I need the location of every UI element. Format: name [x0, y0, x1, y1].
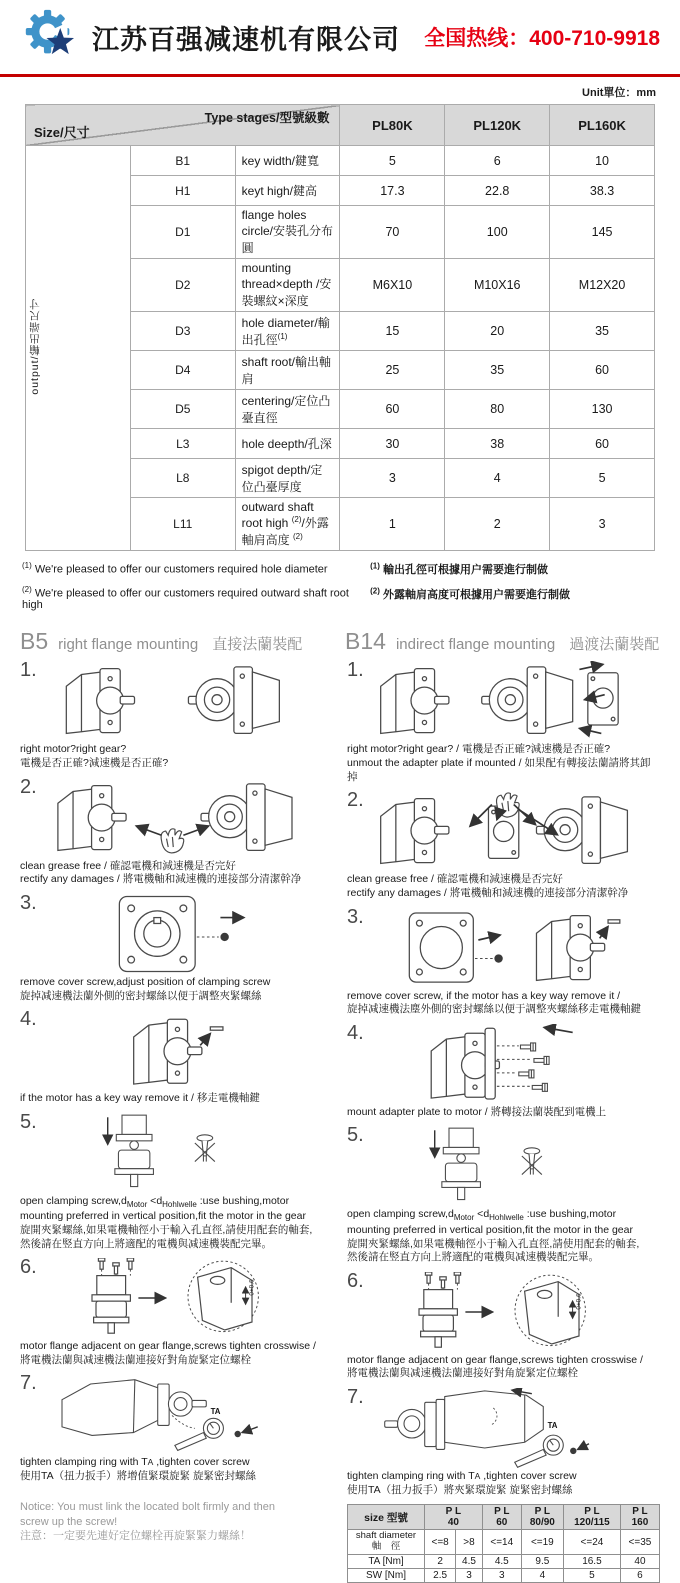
step [347, 905, 660, 1017]
dim-value: 130 [550, 390, 655, 429]
dim-code: D5 [130, 390, 235, 429]
notice-en-line1: Notice: You must link the located bolt firmly and then [20, 1500, 275, 1513]
dim-value: 30 [340, 429, 445, 459]
company-logo-icon [24, 8, 82, 66]
ta-value: 4.5 [456, 1555, 483, 1569]
column-pl80k: PL80K [340, 105, 445, 146]
dim-value: 22.8 [445, 176, 550, 206]
step [20, 1110, 333, 1251]
step-illustration [52, 1113, 333, 1193]
step-illustration [379, 661, 660, 741]
clean-grease-adapter-illustration [379, 791, 632, 871]
torque-model: P L 120/115 [563, 1505, 620, 1530]
shaft-diameter-value: <=19 [521, 1530, 563, 1555]
crosswise-screws-illustration [52, 1258, 292, 1338]
torque-model: P L 160 [620, 1505, 659, 1530]
dim-code: D3 [130, 312, 235, 351]
dim-value: M10X16 [445, 259, 550, 312]
step-caption: motor flange adjacent on gear flange,screws tighten crosswise / 將電機法蘭與减速機法蘭連接好對角旋緊定位螺栓 [20, 1340, 316, 1366]
dim-name: keyt high/鍵高 [235, 176, 340, 206]
dim-name: hole deepth/孔深 [235, 429, 340, 459]
section-b5-code: B5 [20, 628, 49, 655]
step [20, 775, 333, 887]
motor-gearbox-adapter-illustration [379, 661, 632, 741]
torque-model: P L 60 [482, 1505, 521, 1530]
dim-value: 100 [445, 206, 550, 259]
dim-value: 70 [340, 206, 445, 259]
dim-value: M6X10 [340, 259, 445, 312]
shaft-diameter-value: <=24 [563, 1530, 620, 1555]
dim-value: 60 [550, 351, 655, 390]
step-number: 2. [347, 789, 364, 812]
clean-grease-illustration [52, 778, 305, 858]
spec-row-b1 [26, 146, 655, 176]
dim-name: spigot depth/定位凸臺厚度 [235, 459, 340, 498]
step-caption: clean grease free / 確認電機和減速機是否完好 rectify any damages / 將電機軸和減速機的連接部分清潔幹净 [20, 859, 302, 886]
step-number: 4. [347, 1021, 364, 1044]
dim-name: centering/定位凸臺直徑 [235, 390, 340, 429]
shaft-diameter-value: <=35 [620, 1530, 659, 1555]
dim-name: flange holes circle/安裝孔分布圓 [235, 206, 340, 259]
step-illustration [52, 1010, 333, 1090]
company-name: 江苏百强减速机有限公司 [92, 24, 400, 55]
torque-wrench-illustration [52, 1374, 266, 1454]
step [20, 1258, 333, 1367]
dim-name: mounting thread×depth /安裝螺紋×深度 [235, 259, 340, 312]
dim-code: D2 [130, 259, 235, 312]
step-caption: if the motor has a key way remove it / 移走電機軸鍵 [20, 1092, 260, 1105]
footnotes-english [22, 561, 370, 620]
sw-label: SW [Nm] [348, 1569, 425, 1583]
step-number: 6. [20, 1256, 37, 1279]
step-caption: clean grease free / 確認電機和減速機是否完好 rectify any damages / 將電機軸和減速機的連接部分清潔幹净 [347, 873, 629, 899]
svg-text:0+0.6: 0+0.6 [248, 1279, 256, 1296]
dim-code: L3 [130, 429, 235, 459]
sw-value: 3 [482, 1569, 521, 1583]
step-number: 3. [347, 905, 364, 928]
step-caption: motor flange adjacent on gear flange,screws tighten crosswise / 將電機法蘭與减速機法蘭連接好對角旋緊定位螺栓 [347, 1353, 643, 1380]
ta-value: 4.5 [482, 1555, 521, 1569]
step-illustration [52, 1258, 333, 1338]
section-b14-heading [345, 628, 670, 655]
dim-value: 4 [445, 459, 550, 498]
size-label: Size/尺寸 [34, 125, 90, 140]
b5-steps [20, 661, 333, 1483]
step-number: 7. [20, 1372, 37, 1395]
dim-value: 35 [445, 351, 550, 390]
torque-model: P L 40 [425, 1505, 483, 1530]
ta-label: TA [Nm] [348, 1555, 425, 1569]
dim-value: 3 [550, 498, 655, 551]
ta-value: 16.5 [563, 1555, 620, 1569]
sw-value: 3 [456, 1569, 483, 1583]
step-illustration [379, 1388, 660, 1468]
step-caption: right motor?right gear? / 電機是否正確?減速機是否正確? unmout the adapter plate if mounted / 如果配有轉接法蘭請將其卸掉 [347, 743, 651, 783]
torque-model: P L 80/90 [521, 1505, 563, 1530]
step-number: 3. [20, 891, 37, 914]
spec-header-row [26, 105, 655, 146]
step-caption: remove cover screw,adjust position of clamping screw 旋掉减速機法蘭外側的密封螺絲以便于調整夾緊螺絲 [20, 975, 271, 1002]
footnote-zh-2: $^{(2)}$ 外露軸肩高度可根據用户需要進行制做 [370, 586, 570, 601]
step-number: 1. [347, 659, 364, 682]
step [20, 1010, 333, 1106]
adapter-plate-mounting-illustration [379, 1024, 632, 1104]
section-b14-code: B14 [345, 628, 386, 655]
unit-label: Unit單位：mm [582, 87, 656, 99]
dim-code: H1 [130, 176, 235, 206]
dim-value: 145 [550, 206, 655, 259]
dim-value: 10 [550, 146, 655, 176]
notice-zh: 注意：一定要先連好定位螺栓再旋緊緊力螺絲！ [20, 1530, 251, 1543]
output-side-label: output/輸出端尺寸 [26, 146, 131, 551]
dim-value: 2 [445, 498, 550, 551]
torque-size-label: size 型號 [348, 1505, 425, 1530]
flange-cover-screw-illustration [52, 894, 305, 974]
column-pl120k: PL120K [445, 105, 550, 146]
step-caption: tighten clamping ring with TA ,tighten cover screw 使用TA（扭力扳手）將夾緊環旋緊 旋緊密封螺絲 [347, 1470, 577, 1496]
motor-and-gearbox-illustration [52, 661, 305, 741]
dim-value: 5 [340, 146, 445, 176]
ta-value: 9.5 [521, 1555, 563, 1569]
step-illustration [379, 1272, 660, 1352]
step-illustration [52, 778, 333, 858]
step [347, 1021, 660, 1120]
footnote-zh-1: $^{(1)}$ 輸出孔徑可根據用户需要進行制做 [370, 561, 548, 576]
dim-value: 3 [340, 459, 445, 498]
hotline-number: 全国热线：400-710-9918 [424, 27, 660, 50]
step [20, 1374, 333, 1483]
shaft-diameter-label: shaft diameter 軸 徑 [348, 1530, 425, 1555]
dim-value: 38 [445, 429, 550, 459]
step [347, 791, 660, 900]
vertical-mounting-illustration [379, 1126, 593, 1206]
dim-name: shaft root/輸出軸肩 [235, 351, 340, 390]
step-number: 5. [347, 1124, 364, 1147]
section-b5-title-zh: 直接法蘭裝配 [212, 636, 303, 654]
svg-text:TA: TA [547, 1421, 558, 1431]
step-illustration [379, 1126, 660, 1206]
vertical-mounting-illustration [52, 1113, 266, 1193]
step-illustration [52, 1374, 333, 1454]
dim-name: hole diameter/輸出孔徑$^{(1)}$ [235, 312, 340, 351]
dim-value: 6 [445, 146, 550, 176]
step [347, 1388, 660, 1497]
step-caption: mount adapter plate to motor / 將轉接法蘭裝配到電機上 [347, 1105, 607, 1118]
step [20, 661, 333, 770]
shaft-diameter-value: <=14 [482, 1530, 521, 1555]
footnote-en-2: $^{(2)}$ We're pleased to offer our customers required outward shaft root high [22, 584, 349, 612]
step-illustration [52, 661, 333, 741]
motor-keyway-illustration [52, 1010, 305, 1090]
column-pl160k: PL160K [550, 105, 655, 146]
shaft-diameter-value: <=8 [425, 1530, 456, 1555]
step-number: 7. [347, 1386, 364, 1409]
section-b14-title-zh: 過渡法蘭裝配 [569, 636, 660, 654]
spec-corner-cell [26, 105, 340, 146]
svg-text:0+0.6: 0+0.6 [575, 1293, 583, 1310]
b14-steps [347, 661, 660, 1497]
step [347, 1126, 660, 1264]
notice-en-line2: screw up the screw! [20, 1515, 118, 1528]
dim-value: 5 [550, 459, 655, 498]
dim-value: 35 [550, 312, 655, 351]
step-caption: open clamping $screw,d_{Motor} <d_{Hohlwelle}$ :use bushing,motor mounting preferred in vertical position,fit the motor in the gear 旋開夾緊螺絲,如果電機軸徑小于輸入孔直徑,請使用配套的軸套, 然後請在竪直方向上將適配的電機與减速機裝配完畢。 [347, 1208, 640, 1264]
dim-value: M12X20 [550, 259, 655, 312]
step-illustration [379, 908, 660, 988]
ta-value: 2 [425, 1555, 456, 1569]
plate-and-motor-key-illustration [379, 908, 632, 988]
dim-code: L11 [130, 498, 235, 551]
step-caption: remove cover screw, if the motor has a key way remove it / 旋掉减速機法塵外側的密封螺絲以便于調整夾螺絲移走電機軸鍵 [347, 989, 641, 1016]
dim-value: 38.3 [550, 176, 655, 206]
notice [20, 1500, 333, 1545]
dim-name: outward shaft root high $^{(2)}$/外露軸肩高度 $^{(2)}$ [235, 498, 340, 551]
header [0, 0, 680, 72]
torque-wrench-adapter-illustration [379, 1388, 593, 1468]
dim-value: 80 [445, 390, 550, 429]
dim-value: 1 [340, 498, 445, 551]
step-illustration [379, 791, 660, 871]
sw-value: 6 [620, 1569, 659, 1583]
dim-value: 60 [340, 390, 445, 429]
svg-text:TA: TA [210, 1407, 221, 1417]
dim-code: D4 [130, 351, 235, 390]
section-b14-title-en: indirect flange mounting [395, 636, 556, 654]
shaft-diameter-value: >8 [456, 1530, 483, 1555]
step-number: 6. [347, 1269, 364, 1292]
torque-table [347, 1504, 660, 1583]
step-caption: right motor?right gear? 電機是否正確?減速機是否正確? [20, 743, 169, 769]
step-number: 5. [20, 1110, 37, 1133]
footnotes-chinese [370, 561, 655, 620]
step [20, 891, 333, 1003]
dimension-spec-table [25, 104, 655, 551]
section-headings [0, 620, 680, 657]
dim-value: 15 [340, 312, 445, 351]
section-b5-heading [20, 628, 345, 655]
step-number: 1. [20, 659, 37, 682]
footnote-en-1: $^{(1)}$ We're pleased to offer our customers required hole diameter [22, 561, 328, 576]
dim-value: 17.3 [340, 176, 445, 206]
dim-code: D1 [130, 206, 235, 259]
dim-value: 25 [340, 351, 445, 390]
dim-value: 60 [550, 429, 655, 459]
dim-code: L8 [130, 459, 235, 498]
step [347, 661, 660, 784]
mounting-steps [0, 657, 680, 1583]
step-number: 4. [20, 1008, 37, 1031]
crosswise-screws-illustration [379, 1272, 619, 1352]
sw-value: 5 [563, 1569, 620, 1583]
dim-value: 20 [445, 312, 550, 351]
footnotes [0, 551, 680, 620]
dim-name: key width/鍵寬 [235, 146, 340, 176]
step-number: 2. [20, 775, 37, 798]
step-illustration [379, 1024, 660, 1104]
ta-value: 40 [620, 1555, 659, 1569]
dim-code: B1 [130, 146, 235, 176]
type-stages-label: Type stages/型號級數 [204, 111, 330, 125]
sw-value: 4 [521, 1569, 563, 1583]
sw-value: 2.5 [425, 1569, 456, 1583]
step-illustration [52, 894, 333, 974]
section-b5-title-en: right flange mounting [58, 636, 199, 654]
step-caption: open clamping $screw,d_{Motor} <d_{Hohlwelle}$ :use bushing,motor mounting preferred in vertical position,fit the motor in the gear 旋開夾緊螺絲,如果電機軸徑小于輸入孔直徑,請使用配套的軸套, 然後請在竪直方向上將適配的電機與减速機裝配完畢。 [20, 1194, 313, 1250]
step-caption: tighten clamping ring with TA ,tighten cover screw 使用TA（扭力扳手）將增值緊環旋緊 旋緊密封螺絲 [20, 1456, 257, 1483]
step [347, 1269, 660, 1381]
